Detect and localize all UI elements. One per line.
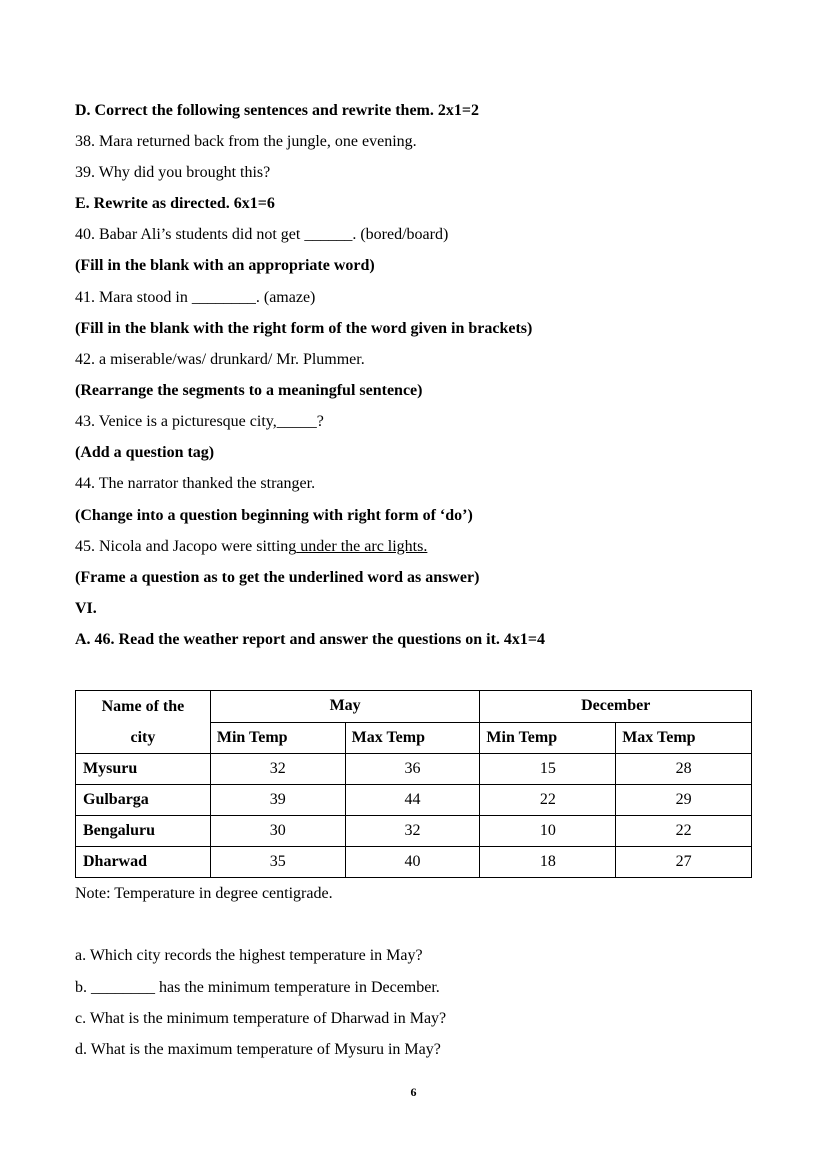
may-header: May xyxy=(210,691,480,723)
question-45-underlined: under the arc lights. xyxy=(296,538,428,555)
question-d: d. What is the maximum temperature of Mysuru in May? xyxy=(75,1041,441,1058)
december-max-cell: 28 xyxy=(616,754,752,785)
city-header xyxy=(76,691,211,754)
table-row xyxy=(76,785,752,816)
question-b: b. ________ has the minimum temperature in December. xyxy=(75,979,440,996)
question-42-instruction: (Rearrange the segments to a meaningful sentence) xyxy=(75,382,423,399)
page-number: 6 xyxy=(410,1085,417,1099)
may-max-cell: 40 xyxy=(345,847,480,878)
table-row xyxy=(76,754,752,785)
city-name: Mysuru xyxy=(76,754,211,785)
question-39: 39. Why did you brought this? xyxy=(75,164,271,181)
december-max-cell: 27 xyxy=(616,847,752,878)
table-row xyxy=(76,847,752,878)
may-max-cell: 36 xyxy=(345,754,480,785)
table-header-row xyxy=(76,691,752,723)
question-c: c. What is the minimum temperature of Dharwad in May? xyxy=(75,1010,447,1027)
may-max-header: Max Temp xyxy=(345,722,480,754)
city-name: Bengaluru xyxy=(76,816,211,847)
question-a: a. Which city records the highest temperature in May? xyxy=(75,947,423,964)
table-note: Note: Temperature in degree centigrade. xyxy=(75,885,333,902)
december-min-cell: 22 xyxy=(480,785,616,816)
question-41: 41. Mara stood in ________. (amaze) xyxy=(75,289,316,306)
december-max-cell: 29 xyxy=(616,785,752,816)
section-vi-heading: VI. xyxy=(75,600,97,617)
question-42: 42. a miserable/was/ drunkard/ Mr. Plummer. xyxy=(75,351,365,368)
may-min-cell: 30 xyxy=(210,816,345,847)
city-name: Dharwad xyxy=(76,847,211,878)
may-max-cell: 44 xyxy=(345,785,480,816)
question-38: 38. Mara returned back from the jungle, one evening. xyxy=(75,133,417,150)
december-header: December xyxy=(480,691,752,723)
question-45-text: 45. Nicola and Jacopo were sitting xyxy=(75,538,297,555)
question-45 xyxy=(75,537,427,557)
december-max-cell: 22 xyxy=(616,816,752,847)
question-43-instruction: (Add a question tag) xyxy=(75,444,215,461)
city-name: Gulbarga xyxy=(76,785,211,816)
question-43: 43. Venice is a picturesque city,_____? xyxy=(75,413,324,430)
city-header-line1: Name of the xyxy=(101,698,185,715)
question-44: 44. The narrator thanked the stranger. xyxy=(75,475,316,492)
december-max-header: Max Temp xyxy=(616,722,752,754)
question-44-instruction: (Change into a question beginning with right form of ‘do’) xyxy=(75,507,473,524)
may-min-cell: 39 xyxy=(210,785,345,816)
may-min-cell: 32 xyxy=(210,754,345,785)
weather-table xyxy=(75,690,752,878)
december-min-cell: 15 xyxy=(480,754,616,785)
may-min-header: Min Temp xyxy=(210,722,345,754)
question-40-instruction: (Fill in the blank with an appropriate word) xyxy=(75,257,375,274)
section-e-heading: E. Rewrite as directed. 6x1=6 xyxy=(75,195,275,212)
question-45-instruction: (Frame a question as to get the underlined word as answer) xyxy=(75,569,480,586)
city-header-line2: city xyxy=(130,729,156,746)
may-max-cell: 32 xyxy=(345,816,480,847)
question-41-instruction: (Fill in the blank with the right form of the word given in brackets) xyxy=(75,320,533,337)
december-min-header: Min Temp xyxy=(480,722,616,754)
table-row xyxy=(76,816,752,847)
section-d-heading: D. Correct the following sentences and rewrite them. 2x1=2 xyxy=(75,102,479,119)
december-min-cell: 10 xyxy=(480,816,616,847)
question-46-heading: A. 46. Read the weather report and answer the questions on it. 4x1=4 xyxy=(75,631,546,648)
may-min-cell: 35 xyxy=(210,847,345,878)
question-40: 40. Babar Ali’s students did not get ______. (bored/board) xyxy=(75,226,449,243)
december-min-cell: 18 xyxy=(480,847,616,878)
